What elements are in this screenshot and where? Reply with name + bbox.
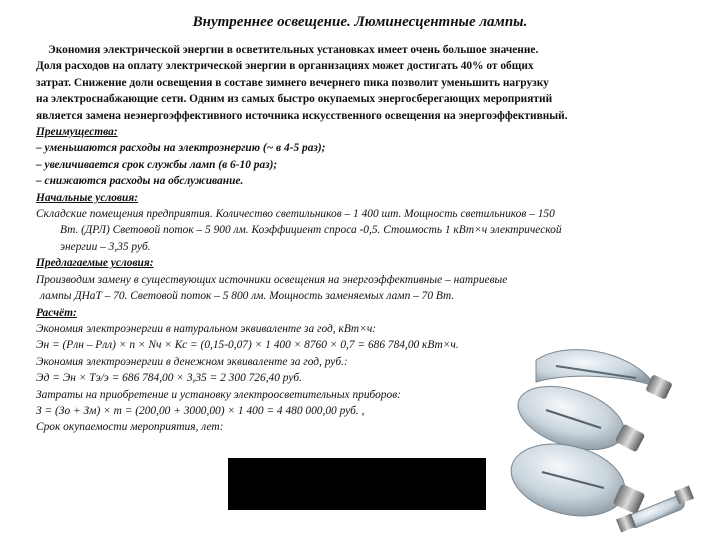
calc-line: Затраты на приобретение и установку электроосветительных приборов:	[36, 388, 401, 401]
advantage-item: – снижаются расходы на обслуживание.	[36, 175, 244, 188]
initial-line: Вт. (ДРЛ) Световой поток – 5 900 лм. Коэффициент спроса -0,5. Стоимость 1 кВт×ч электрической	[60, 224, 562, 237]
black-image-placeholder	[228, 458, 486, 510]
intro-line: затрат. Снижение доли освещения в составе зимнего вечернего пика позволит уменьшить нагрузку	[36, 76, 549, 89]
calc-line: Эд = Эн × Тэ/э = 686 784,00 × 3,35 = 2 300 726,40 руб.	[36, 372, 302, 385]
intro-line: является замена неэнергоэффективного источника искусственного освещения на энергоэффективный.	[36, 109, 568, 122]
proposed-line: Производим замену в существующих источники освещения на энергоэффективные – натриевые	[36, 273, 508, 286]
lamps-photo	[476, 320, 716, 538]
calc-line: Экономия электроэнергии в натуральном эквиваленте за год, кВт×ч:	[36, 322, 377, 335]
advantage-item: – уменьшаются расходы на электроэнергию (~ в 4-5 раз);	[36, 142, 326, 155]
initial-heading: Начальные условия:	[36, 191, 138, 204]
advantages-heading: Преимущества:	[36, 126, 118, 139]
intro-line: Экономия электрической энергии в осветительных установках имеет очень большое значение.	[48, 44, 539, 56]
calc-line: Эн = (Рлн – Рлл) × п × Nч × Кс = (0,15-0,07) × 1 400 × 8760 × 0,7 = 686 784,00 кВт×ч.	[36, 339, 459, 352]
proposed-line: лампы ДНаТ – 70. Световой поток – 5 800 лм. Мощность заменяемых ламп – 70 Вт.	[40, 290, 455, 303]
lamps-illustration	[476, 320, 716, 538]
lamp-ovoid-icon	[503, 433, 645, 527]
calc-line: Срок окупаемости мероприятия, лет:	[36, 421, 224, 434]
intro-line: на электроснабжающие сети. Одним из самых быстро окупаемых энергосберегающих мероприятий	[36, 93, 553, 106]
page-title: Внутреннее освещение. Люминесцентные лампы.	[192, 14, 528, 30]
advantage-item: – увеличивается срок службы ламп (в 6-10 раз);	[36, 158, 278, 171]
calc-heading: Расчёт:	[36, 306, 77, 319]
intro-line: Доля расходов на оплату электрической энергии в организациях может достигать 40% от общих	[36, 60, 534, 73]
calc-line: З = (Зо + Зм) × т = (200,00 + 3000,00) × 1 400 = 4 480 000,00 руб. ,	[36, 404, 365, 417]
initial-line: Складские помещения предприятия. Количество светильников – 1 400 шт. Мощность светильников – 150	[36, 208, 555, 221]
calc-line: Экономия электроэнергии в денежном эквиваленте за год, руб.:	[36, 355, 348, 368]
proposed-heading: Предлагаемые условия:	[36, 257, 154, 270]
initial-line: энергии – 3,35 руб.	[60, 240, 151, 253]
